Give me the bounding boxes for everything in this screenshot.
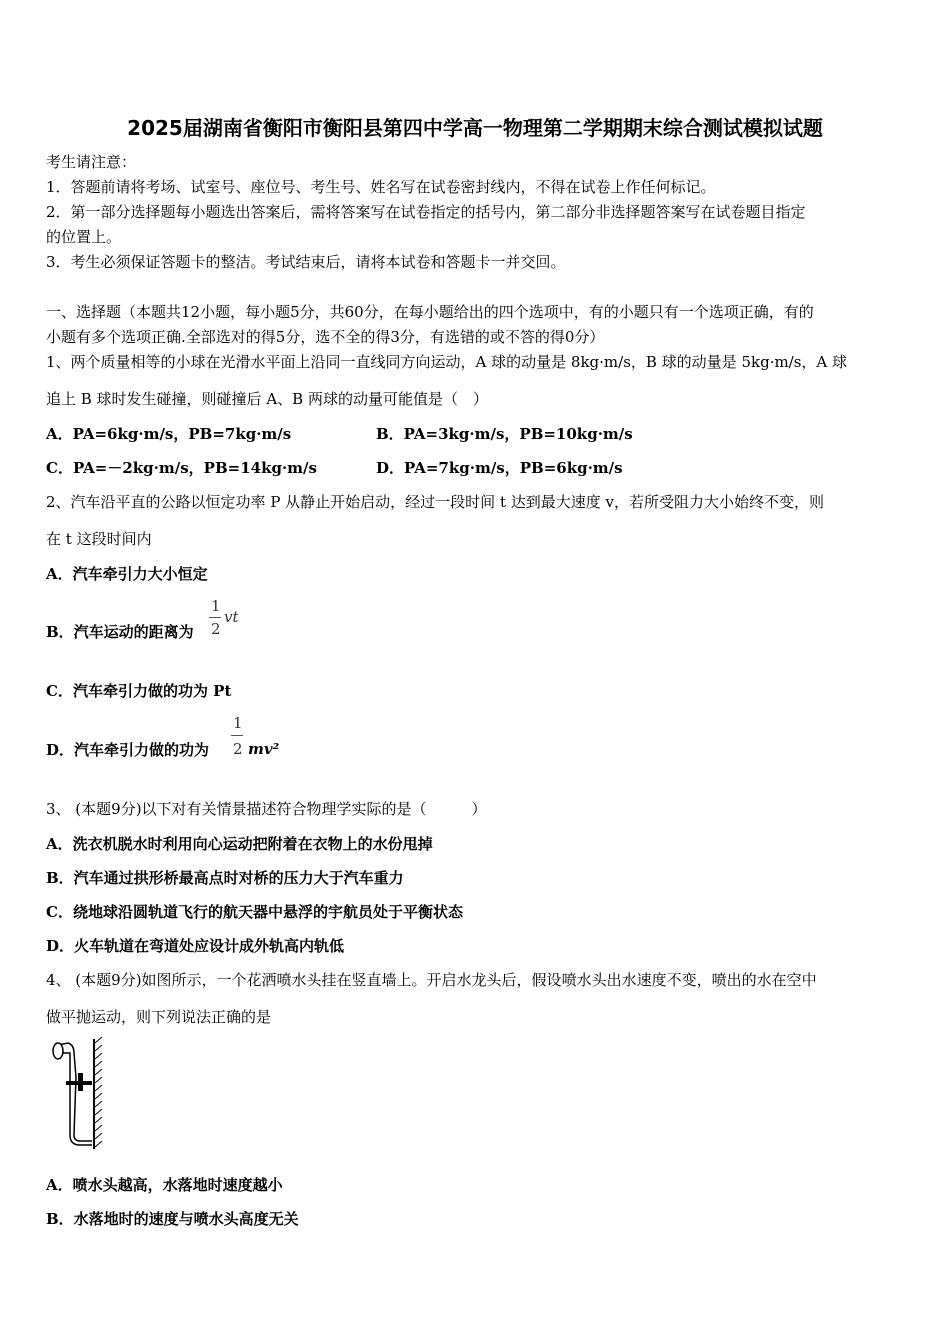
notice-item-2: 2．第一部分选择题每小题选出答案后，需将答案写在试卷指定的括号内，第二部分非选择题答案写在试卷题目指定 — [46, 203, 806, 221]
q2-stem-line2: 在 t 这段时间内 — [46, 530, 152, 548]
q2-b-expression: vt — [224, 608, 239, 626]
q4-option-a: A．喷水头越高，水落地时速度越小 — [46, 1176, 283, 1194]
notice-heading: 考生请注意： — [46, 153, 137, 171]
q1-option-a: A．PA=6kg·m/s，PB=7kg·m/s — [46, 425, 292, 443]
q3-stem: 3、 (本题9分)以下对有关情景描述符合物理学实际的是（ ） — [46, 800, 487, 818]
q3-option-c: C．绕地球沿圆轨道飞行的航天器中悬浮的宇航员处于平衡状态 — [46, 903, 463, 921]
q2-b-fraction-denominator: 2 — [211, 620, 221, 638]
page-title: 2025届湖南省衡阳市衡阳县第四中学高一物理第二学期期末综合测试模拟试题 — [127, 116, 823, 140]
notice-item-2-cont: 的位置上。 — [46, 228, 122, 246]
q1-stem-line2: 追上 B 球时发生碰撞，则碰撞后 A、B 两球的动量可能值是（ ） — [46, 390, 488, 408]
q3-option-d: D．火车轨道在弯道处应设计成外轨高内轨低 — [46, 937, 345, 955]
q2-stem-line1: 2、汽车沿平直的公路以恒定功率 P 从静止开始启动，经过一段时间 t 达到最大速度 v，若所受阻力大小始终不变，则 — [46, 493, 824, 511]
q2-d-fraction-bar — [231, 735, 243, 736]
q1-option-d: D．PA=7kg·m/s，PB=6kg·m/s — [376, 459, 623, 477]
q4-stem-line1: 4、 (本题9分)如图所示，一个花洒喷水头挂在竖直墙上。开启水龙头后，假设喷水头出水速度不变，喷出的水在空中 — [46, 971, 817, 989]
q1-option-b: B．PA=3kg·m/s，PB=10kg·m/s — [376, 425, 633, 443]
q2-b-fraction-bar — [209, 617, 221, 618]
q3-option-a: A．洗衣机脱水时利用向心运动把附着在衣物上的水份甩掉 — [46, 835, 433, 853]
q2-d-expression: mv² — [248, 740, 280, 758]
q2-option-a: A．汽车牵引力大小恒定 — [46, 565, 208, 583]
shower-head-figure — [48, 1037, 108, 1152]
q1-stem-line1: 1、两个质量相等的小球在光滑水平面上沿同一直线同方向运动，A 球的动量是 8kg·m/s，B 球的动量是 5kg·m/s，A 球 — [46, 353, 848, 371]
q2-d-fraction-numerator: 1 — [233, 714, 243, 732]
q2-option-c: C．汽车牵引力做的功为 Pt — [46, 682, 232, 700]
section1-intro-line1: 一、选择题（本题共12小题，每小题5分，共60分，在每小题给出的四个选项中，有的小题只有一个选项正确，有的 — [46, 303, 814, 321]
section1-intro-line2: 小题有多个选项正确.全部选对的得5分，选不全的得3分，有选错的或不答的得0分） — [46, 328, 605, 346]
q2-option-b: B．汽车运动的距离为 — [46, 623, 194, 641]
q2-option-d: D．汽车牵引力做的功为 — [46, 741, 210, 759]
q4-option-b: B．水落地时的速度与喷水头高度无关 — [46, 1210, 299, 1228]
q2-b-fraction-numerator: 1 — [211, 597, 221, 615]
q4-stem-line2: 做平抛运动，则下列说法正确的是 — [46, 1008, 272, 1026]
q2-d-fraction-denominator: 2 — [233, 740, 243, 758]
q3-option-b: B．汽车通过拱形桥最高点时对桥的压力大于汽车重力 — [46, 869, 404, 887]
notice-item-1: 1．答题前请将考场、试室号、座位号、考生号、姓名写在试卷密封线内，不得在试卷上作任何标记。 — [46, 178, 716, 196]
q1-option-c: C．PA=－2kg·m/s，PB=14kg·m/s — [46, 459, 317, 477]
notice-item-3: 3．考生必须保证答题卡的整洁。考试结束后，请将本试卷和答题卡一并交回。 — [46, 253, 566, 271]
